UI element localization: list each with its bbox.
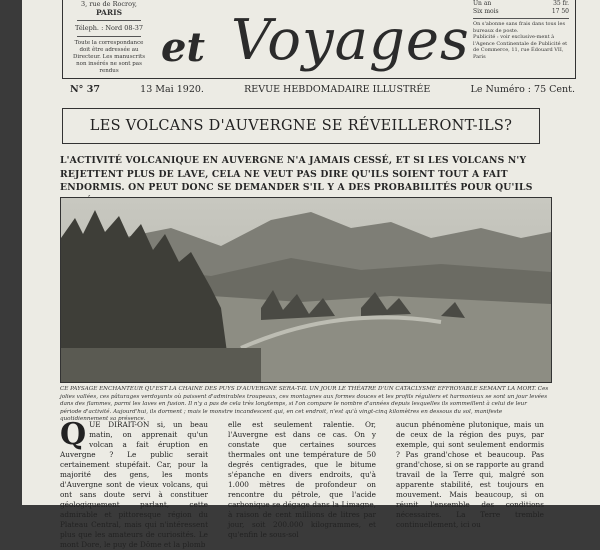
column-1-text: UE DIRAIT-ON si, un beau matin, on apprenait qu'un volcan a fait éruption en Auvergne ? Le public serait certainement stupéfait. Car, pour la majorité des gens, les monts d'Auvergne sont de vieux volcans, qui ont sans doute servi à constituer géologiquement parlant, cette admirable et pittoresque région du Plateau Central, mais qui n'intéressent plus que les amateurs de curiosités. Le mont Dore, le puy de Dôme et la plomb [60, 420, 208, 549]
publisher-address [69, 0, 149, 75]
article-headline: LES VOLCANS D'AUVERGNE SE RÉVEILLERONT-ILS? [89, 118, 513, 134]
title-et: et [161, 24, 205, 71]
photo-caption: CE PAYSAGE ENCHANTEUR QU'EST LA CHAINE DES PUYS D'AUVERGNE SERA-T-IL UN JOUR LE THÉATRE D'UN CATACLYSME EFFROYABLE SEMANT LA MORT. Ces jolies vallées, ces pâturages verdoyants où paissent d'admirables troupeaux, ces montagnes aux formes douces et les profils réguliers et harmonieux se sont un jour levées dans des flammes, parmi les laves en fusion. Il n'y a pas de cela très longtemps, si l'on compare le nombre d'années depuis lesquelles ils sommeillent à celui de leur période d'activité. Aujourd'hui, ils dorment ; mais le monstre incandescent qui, en cet endroit, n'est qu'à vingt-cinq kilomètres en dessous du sol, manifeste quotidiennement sa présence. [60, 386, 549, 423]
article-column-1 [60, 417, 208, 550]
article-column-2 [228, 420, 376, 540]
article-lede: L'ACTIVITÉ VOLCANIQUE EN AUVERGNE N'A JAMAIS CESSÉ, ET SI LES VOLCANS N'Y REJETTENT PLUS DE LAVE, CELA NE VEUT PAS DIRE QU'ILS SOIENT TOUT A FAIT ENDORMIS. ON PEUT DONC SE DEMANDER S'IL Y A DES PROBABILITÉS POUR QU'ILS [60, 155, 533, 193]
issue-price: Le Numéro : 75 Cent. [470, 84, 575, 95]
issue-number: N° 37 [70, 84, 100, 95]
article-column-3 [396, 420, 544, 530]
subscription-six-months: Six mois 17 50 [473, 8, 569, 15]
review-label: REVUE HEBDOMADAIRE ILLUSTRÉE [244, 84, 431, 95]
issue-line [70, 84, 575, 95]
phone-number: Téleph. : Nord 08-37 [74, 24, 143, 32]
subscription-year: Un an 35 fr. [473, 0, 569, 7]
mountain-landscape-photo [60, 197, 552, 383]
subscription-box [473, 0, 569, 60]
correspondence-note: Toute la correspondance doit être adressée au Directeur. Les manuscrits non insérés ne sont pas rendus [72, 39, 146, 74]
address-line: 3, rue de Rocroy, [81, 0, 137, 8]
newspaper-title [143, 2, 473, 73]
landscape-illustration [61, 198, 551, 382]
subscription-note: On s'abonne sans frais dans tous les bureaux de poste. [473, 21, 566, 34]
newspaper-page [22, 0, 600, 549]
title-voyages: Voyages [231, 8, 470, 73]
issue-date: 13 Mai 1920. [140, 84, 204, 95]
address-city: PARIS [95, 7, 123, 17]
masthead [62, 0, 576, 79]
article-headline-box [62, 108, 540, 144]
drop-cap: Q [60, 417, 87, 452]
advertising-note: Publicité : voir exclusive-ment à l'Agence Continentale de Publicité et de Commerce, 11, rue Édouard VII, Paris [473, 34, 568, 60]
column-3-text: aucun phénomène plutonique, mais un de ceux de la région des puys, par exemple, qui sont seulement endormis ? Pas grand'chose et beaucoup. Pas grand'chose, si on se rapporte au grand travail de la Terre qui, malgré son apparente stabilité, est toujours en mouvement. Mais beaucoup, si on réunit l'ensemble des conditions nécessaires. La Terre tremble continuellement, ici ou [396, 420, 544, 529]
column-2-text: elle est seulement ralentie. Or, l'Auvergne est dans ce cas. On y constate que certaines sources thermales ont une température de 50 degrés centigrades, que le bitume s'épanche en divers endroits, qu'à 1.000 mètres de profondeur on rencontre du pétrole, que l'acide carbonique se dégage dans la Limagne, à raison de cent millions de litres par jour, soit 200.000 kilogrammes, et qu'enfin le sous-sol [228, 420, 376, 539]
